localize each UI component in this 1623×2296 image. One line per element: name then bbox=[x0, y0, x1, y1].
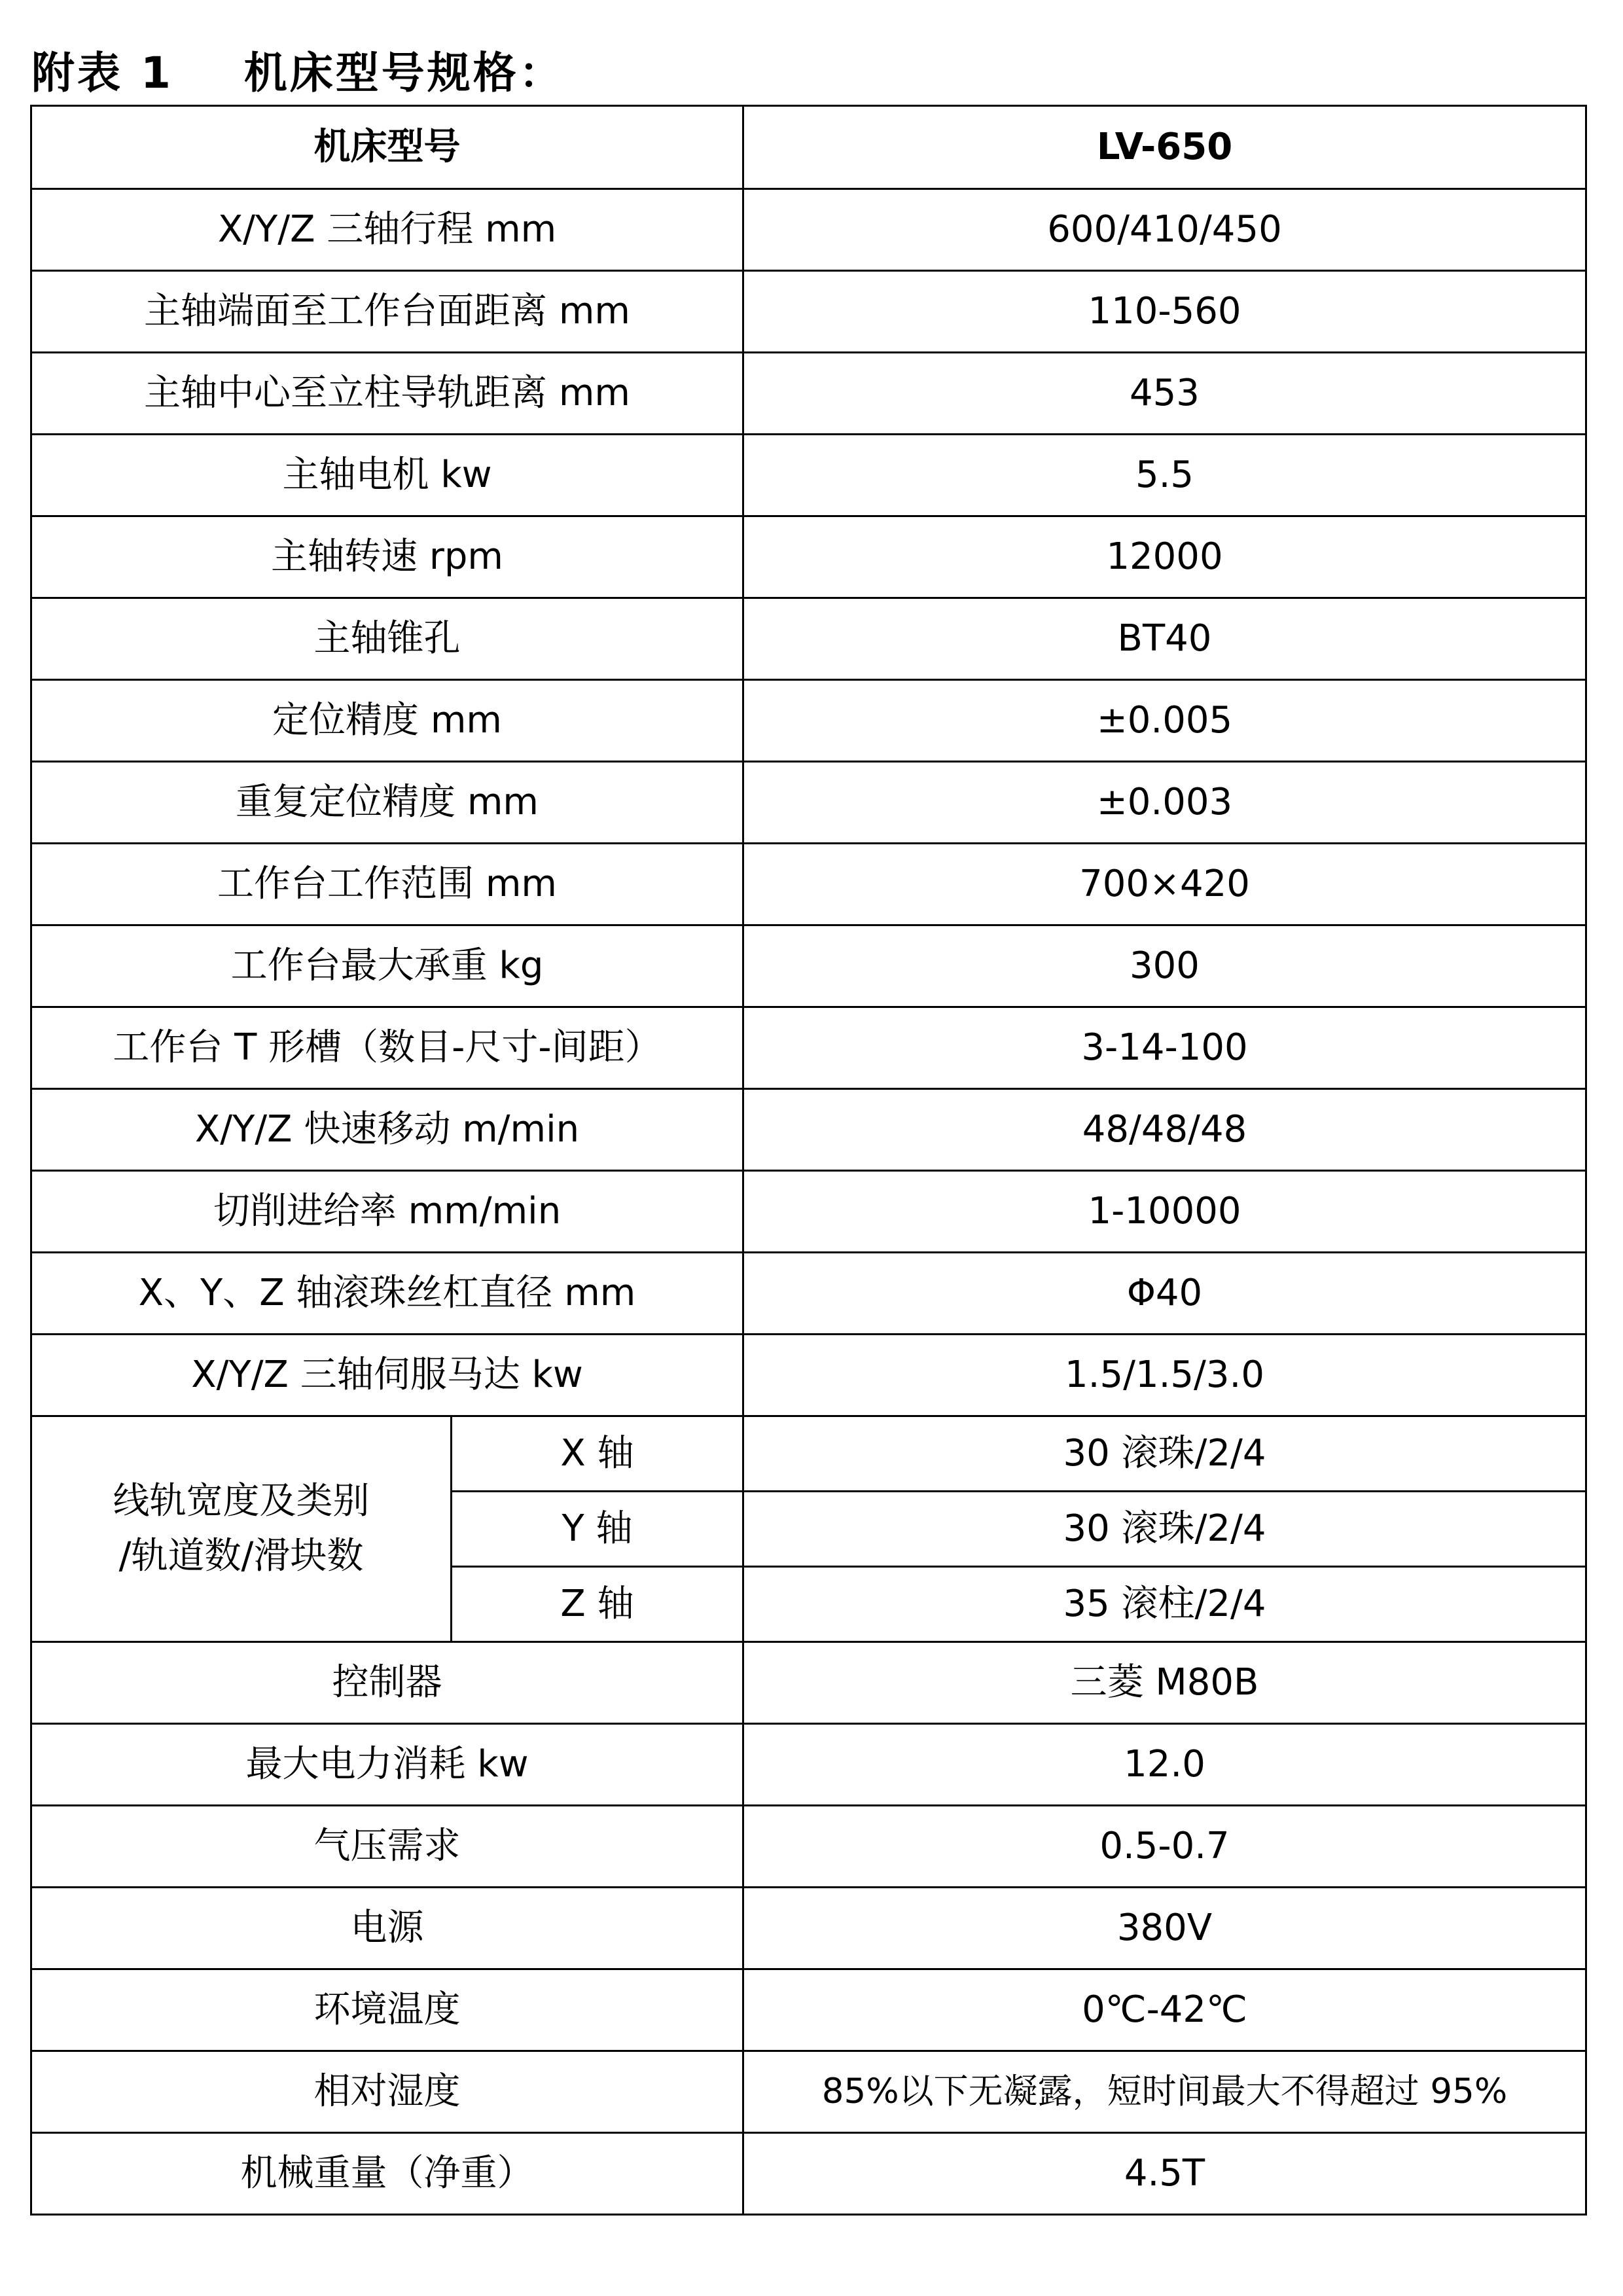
table-header-row bbox=[31, 106, 1586, 189]
spec-label-cell: 气压需求 bbox=[31, 1806, 743, 1888]
spec-label-cell: 最大电力消耗 kw bbox=[31, 1724, 743, 1806]
spec-value-cell: 600/410/450 bbox=[743, 189, 1586, 271]
spec-value-cell: ±0.003 bbox=[743, 762, 1586, 844]
rail-group-label-line2: /轨道数/滑块数 bbox=[118, 1535, 364, 1577]
spec-label-cell: 工作台工作范围 mm bbox=[31, 844, 743, 925]
spec-label-cell: 电源 bbox=[31, 1888, 743, 1969]
spec-value-cell: 700×420 bbox=[743, 844, 1586, 925]
spec-label-cell: 机械重量（净重） bbox=[31, 2133, 743, 2215]
table-row bbox=[31, 762, 1586, 844]
spec-label-cell: X/Y/Z 三轴行程 mm bbox=[31, 189, 743, 271]
table-row bbox=[31, 844, 1586, 925]
spec-value-cell: 12.0 bbox=[743, 1724, 1586, 1806]
table-row bbox=[31, 1335, 1586, 1416]
rail-value-cell: 30 滚珠/2/4 bbox=[743, 1492, 1586, 1567]
table-row bbox=[31, 2133, 1586, 2215]
rail-group-label-line1: 线轨宽度及类别 bbox=[113, 1480, 370, 1522]
table-row bbox=[31, 1253, 1586, 1335]
spec-value-cell: 1.5/1.5/3.0 bbox=[743, 1335, 1586, 1416]
spec-label-cell: 工作台最大承重 kg bbox=[31, 925, 743, 1007]
spec-value-cell: ±0.005 bbox=[743, 680, 1586, 762]
spec-value-cell: 1-10000 bbox=[743, 1171, 1586, 1253]
table-row bbox=[31, 353, 1586, 435]
spec-value-cell: BT40 bbox=[743, 598, 1586, 680]
spec-label-cell: 主轴锥孔 bbox=[31, 598, 743, 680]
table-row bbox=[31, 271, 1586, 353]
spec-value-cell: 4.5T bbox=[743, 2133, 1586, 2215]
header-model-cell: LV-650 bbox=[743, 106, 1586, 189]
spec-label-cell: X/Y/Z 快速移动 m/min bbox=[31, 1089, 743, 1171]
spec-label-cell: 环境温度 bbox=[31, 1969, 743, 2051]
table-row bbox=[31, 435, 1586, 516]
rail-row bbox=[31, 1416, 1586, 1492]
spec-value-cell: Φ40 bbox=[743, 1253, 1586, 1335]
table-row bbox=[31, 1724, 1586, 1806]
spec-label-cell: 主轴转速 rpm bbox=[31, 516, 743, 598]
header-label-cell: 机床型号 bbox=[31, 106, 743, 189]
spec-label-cell: 相对湿度 bbox=[31, 2051, 743, 2133]
spec-value-cell: 0.5-0.7 bbox=[743, 1806, 1586, 1888]
spec-label-cell: 重复定位精度 mm bbox=[31, 762, 743, 844]
spec-value-cell: 0℃-42℃ bbox=[743, 1969, 1586, 2051]
rail-value-cell: 35 滚柱/2/4 bbox=[743, 1567, 1586, 1642]
spec-label-cell: X/Y/Z 三轴伺服马达 kw bbox=[31, 1335, 743, 1416]
spec-label-cell: 主轴中心至立柱导轨距离 mm bbox=[31, 353, 743, 435]
spec-value-cell: 三菱 M80B bbox=[743, 1642, 1586, 1724]
table-row bbox=[31, 680, 1586, 762]
spec-label-cell: 主轴电机 kw bbox=[31, 435, 743, 516]
page-title: 附表 1 机床型号规格： bbox=[31, 48, 565, 98]
table-row bbox=[31, 2051, 1586, 2133]
spec-value-cell: 48/48/48 bbox=[743, 1089, 1586, 1171]
table-row bbox=[31, 925, 1586, 1007]
spec-value-cell: 300 bbox=[743, 925, 1586, 1007]
spec-label-cell: X、Y、Z 轴滚珠丝杠直径 mm bbox=[31, 1253, 743, 1335]
spec-value-cell: 453 bbox=[743, 353, 1586, 435]
rail-axis-cell: Z 轴 bbox=[452, 1567, 743, 1642]
rail-axis-cell: X 轴 bbox=[452, 1416, 743, 1492]
table-row bbox=[31, 1007, 1586, 1089]
spec-value-cell: 85%以下无凝露，短时间最大不得超过 95% bbox=[743, 2051, 1586, 2133]
table-row bbox=[31, 1969, 1586, 2051]
spec-value-cell: 5.5 bbox=[743, 435, 1586, 516]
spec-label-cell: 主轴端面至工作台面距离 mm bbox=[31, 271, 743, 353]
table-row bbox=[31, 1888, 1586, 1969]
rail-axis-cell: Y 轴 bbox=[452, 1492, 743, 1567]
table-row bbox=[31, 598, 1586, 680]
spec-label-cell: 切削进给率 mm/min bbox=[31, 1171, 743, 1253]
table-row bbox=[31, 1089, 1586, 1171]
table-row bbox=[31, 516, 1586, 598]
spec-value-cell: 3-14-100 bbox=[743, 1007, 1586, 1089]
table-row bbox=[31, 1171, 1586, 1253]
spec-value-cell: 12000 bbox=[743, 516, 1586, 598]
table-row bbox=[31, 189, 1586, 271]
table-row bbox=[31, 1806, 1586, 1888]
spec-value-cell: 110-560 bbox=[743, 271, 1586, 353]
spec-value-cell: 380V bbox=[743, 1888, 1586, 1969]
rail-group-label-cell bbox=[31, 1416, 452, 1642]
spec-label-cell: 控制器 bbox=[31, 1642, 743, 1724]
spec-table-body bbox=[31, 106, 1586, 2215]
spec-table bbox=[30, 105, 1587, 2215]
table-row bbox=[31, 1642, 1586, 1724]
spec-label-cell: 工作台 T 形槽（数目-尺寸-间距） bbox=[31, 1007, 743, 1089]
spec-label-cell: 定位精度 mm bbox=[31, 680, 743, 762]
rail-value-cell: 30 滚珠/2/4 bbox=[743, 1416, 1586, 1492]
